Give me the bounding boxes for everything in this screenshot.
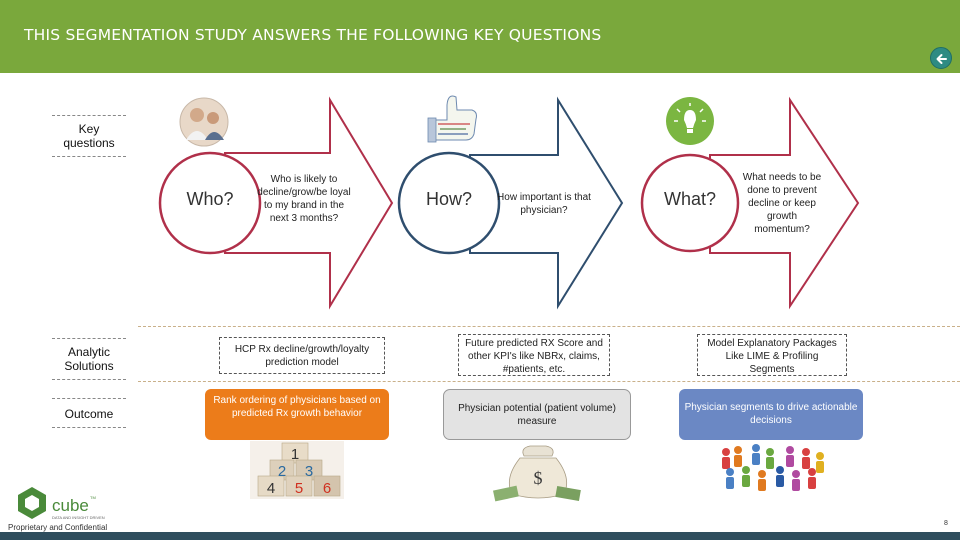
- analytic-solution-how: Future predicted RX Score and other KPI's like NBRx, claims, #patients, etc.: [458, 334, 610, 376]
- circle-label-who: Who?: [186, 189, 234, 209]
- cube-logo: [18, 487, 105, 520]
- svg-text:3: 3: [304, 463, 314, 480]
- svg-text:6: 6: [322, 480, 332, 497]
- circle-label-how: How?: [425, 189, 473, 209]
- svg-text:$: $: [533, 468, 543, 488]
- lightbulb-icon: [666, 97, 714, 145]
- row-label-analytic-solutions: Analytic Solutions: [52, 338, 126, 380]
- circle-label-what: What?: [663, 189, 717, 209]
- numbered-blocks-icon: [250, 441, 344, 499]
- footer-bar: [0, 532, 960, 540]
- question-what: What needs to be done to prevent decline or keep growth momentum?: [742, 172, 822, 235]
- svg-text:cube: cube: [52, 496, 89, 515]
- row-label-key-questions: Key questions: [52, 115, 126, 157]
- people-groups-icon: [722, 444, 824, 491]
- outcome-how: Physician potential (patient volume) measure: [443, 389, 631, 440]
- page-number: 8: [944, 520, 948, 527]
- row-label-outcome: Outcome: [52, 398, 126, 428]
- footer-text: Proprietary and Confidential: [8, 523, 108, 532]
- svg-text:4: 4: [266, 480, 276, 497]
- money-bag-icon: [493, 446, 581, 501]
- analytic-solution-what: Model Explanatory Packages Like LIME & Profiling Segments: [697, 334, 847, 376]
- svg-text:TM: TM: [90, 495, 96, 500]
- svg-text:5: 5: [294, 480, 304, 497]
- svg-text:DATA AND INSIGHT DRIVEN: DATA AND INSIGHT DRIVEN: [52, 515, 105, 520]
- outcome-what: Physician segments to drive actionable decisions: [679, 389, 863, 440]
- analytic-solution-who: HCP Rx decline/growth/loyalty prediction model: [219, 337, 385, 374]
- outcome-who: Rank ordering of physicians based on predicted Rx growth behavior: [205, 389, 389, 440]
- thumbs-up-word-cloud-icon: [428, 96, 477, 142]
- doctor-patient-photo: [180, 98, 228, 146]
- page-title: THIS SEGMENTATION STUDY ANSWERS THE FOLLOWING KEY QUESTIONS: [24, 26, 602, 44]
- svg-text:2: 2: [277, 463, 287, 480]
- question-how: How important is that physician?: [497, 192, 591, 216]
- question-who: Who is likely to decline/grow/be loyal to my brand in the next 3 months?: [257, 174, 351, 224]
- svg-text:1: 1: [290, 446, 300, 463]
